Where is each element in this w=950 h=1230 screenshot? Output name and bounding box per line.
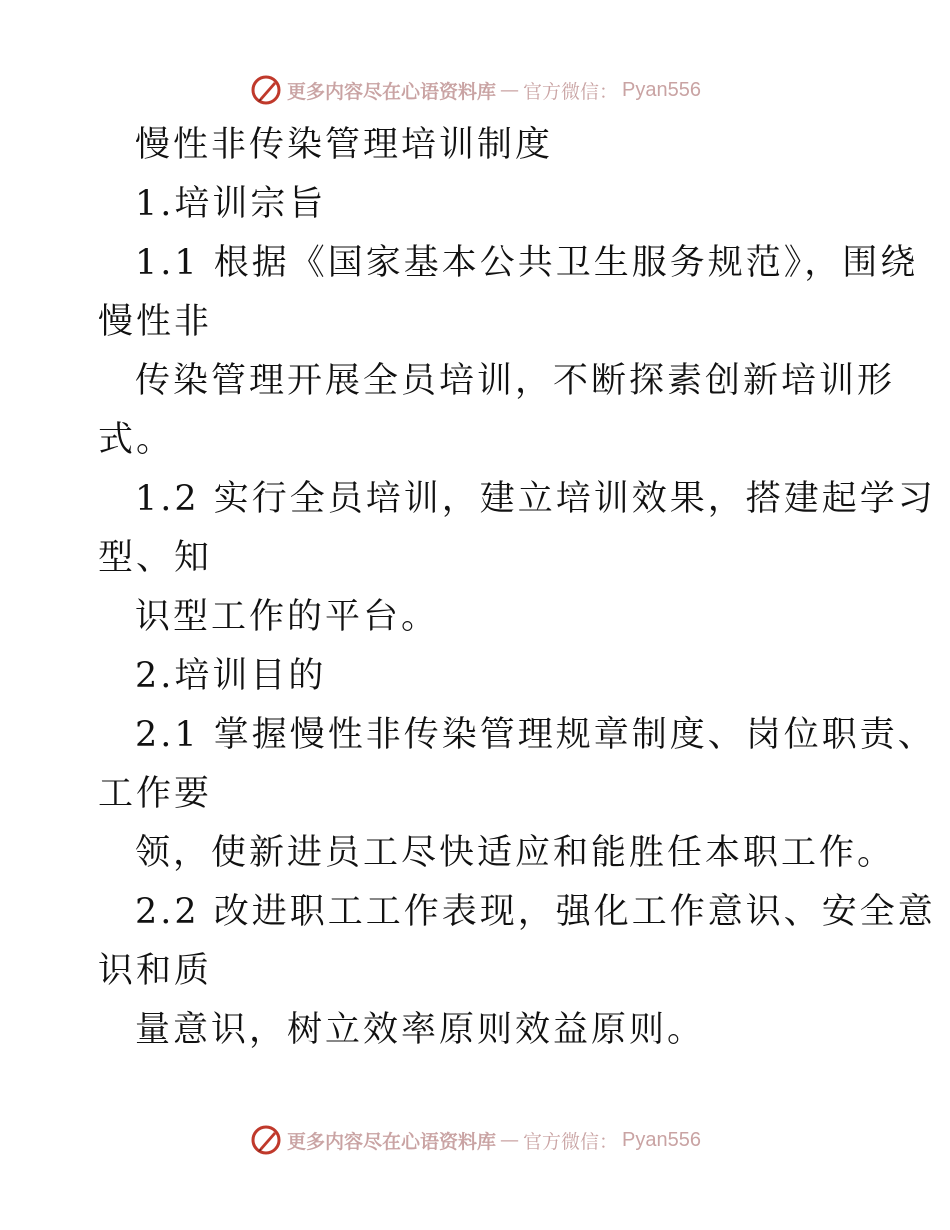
pen-logo-icon [249,1123,283,1157]
paragraph-line: 识和质 [98,951,213,991]
paragraph-line: 1.1 根据《国家基本公共卫生服务规范》，围绕 [135,243,919,283]
watermark-text: 更多内容尽在心语资料库 [287,1130,497,1153]
watermark-dash: — [500,79,520,101]
section-heading: 2.培训目的 [135,656,327,696]
header-watermark [0,70,950,110]
section-heading: 1.培训宗旨 [135,184,327,224]
watermark-wechat-label: 官方微信： [523,80,619,103]
pen-logo-icon [249,73,283,107]
paragraph-line: 型、知 [98,538,213,578]
paragraph-line: 工作要 [98,774,213,814]
paragraph-line: 2.1 掌握慢性非传染管理规章制度、岗位职责、 [135,715,936,755]
watermark-wechat-label: 官方微信： [523,1130,619,1153]
paragraph-line: 领，使新进员工尽快适应和能胜任本职工作。 [135,833,896,873]
paragraph-line: 量意识，树立效率原则效益原则。 [135,1010,706,1050]
watermark-dash: — [500,1129,520,1151]
footer-watermark [0,1120,950,1160]
paragraph-line: 式。 [98,420,175,460]
paragraph-line: 识型工作的平台。 [135,597,440,637]
document-title: 慢性非传染管理培训制度 [135,125,554,165]
paragraph-line: 慢性非 [98,302,213,342]
watermark-wechat-id: Pyan556 [622,1128,701,1151]
watermark-text: 更多内容尽在心语资料库 [287,80,497,103]
watermark-wechat-id: Pyan556 [622,78,701,101]
paragraph-line: 2.2 改进职工工作表现，强化工作意识、安全意 [135,892,936,932]
paragraph-line: 1.2 实行全员培训，建立培训效果，搭建起学习 [135,479,936,519]
paragraph-line: 传染管理开展全员培训，不断探素创新培训形 [135,361,896,401]
